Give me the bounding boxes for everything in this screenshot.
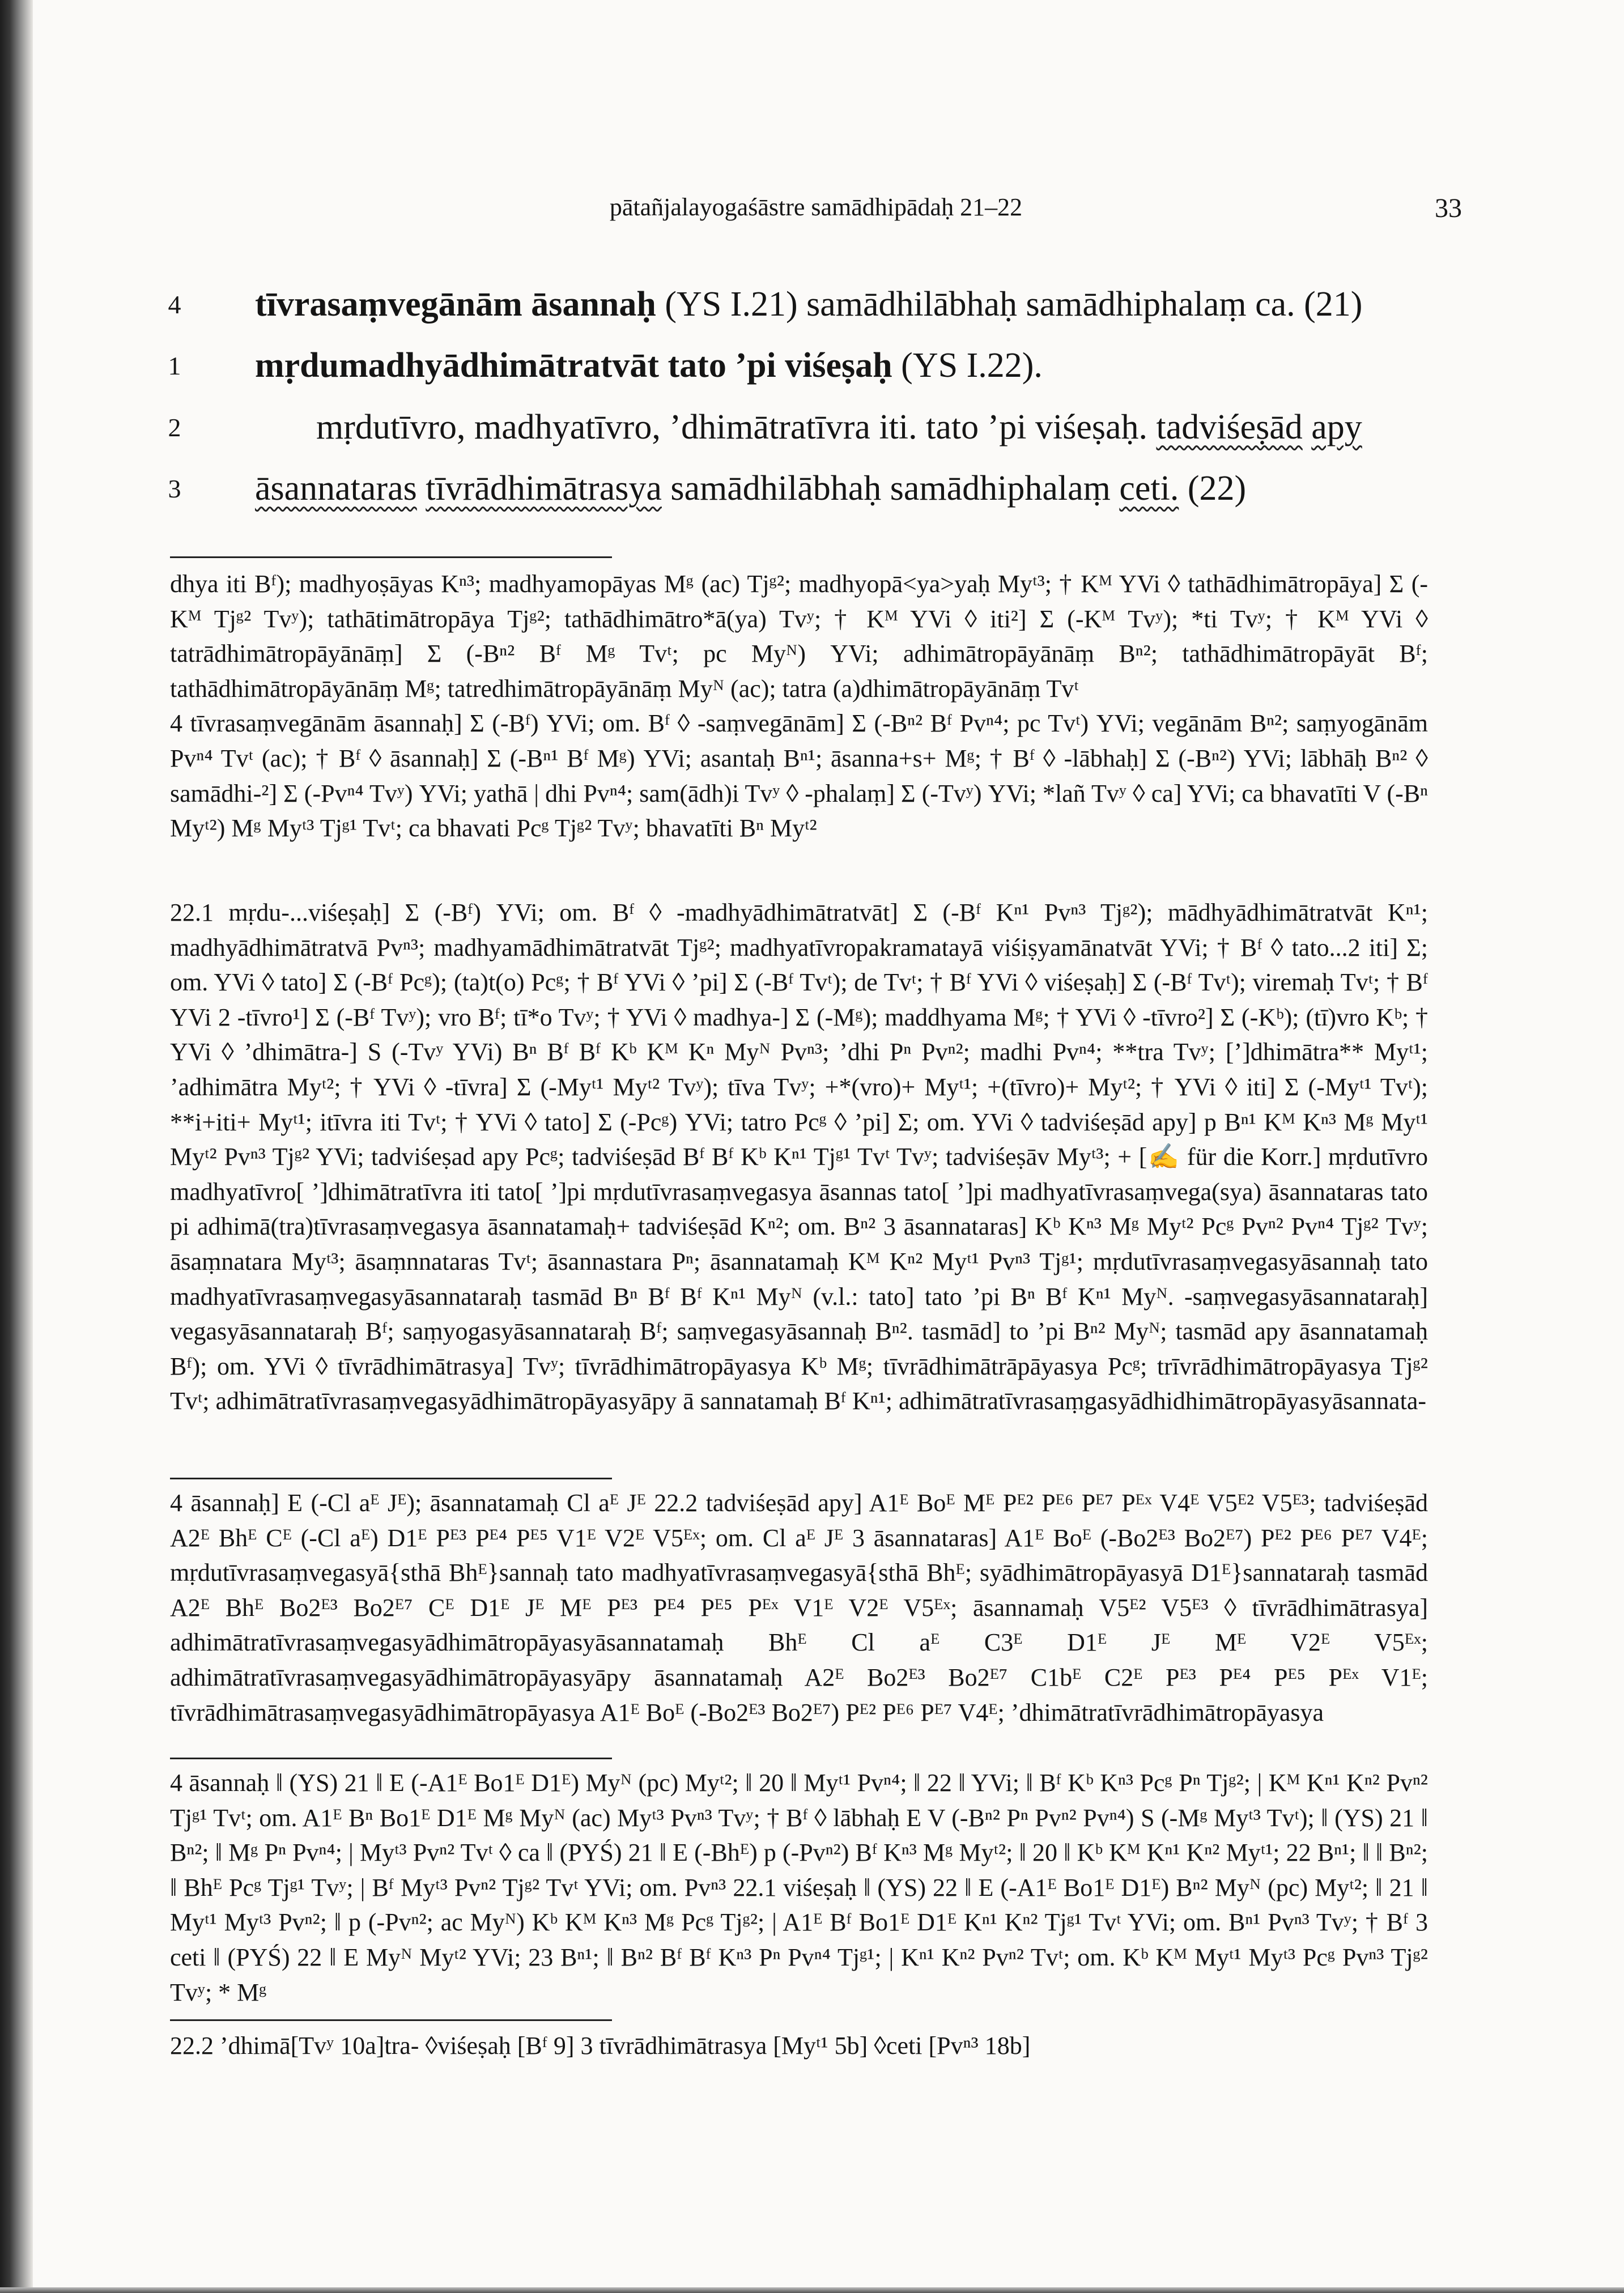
page-number: 33 bbox=[1435, 193, 1462, 223]
apparatus-text: 4 āsannaḥ ‖ (YS) 21 ‖ E (-A1ᴱ Bo1ᴱ D1ᴱ) Myᴺ (pc) Myᵗ²; ‖ 20 ‖ Myᵗ¹ Pvⁿ⁴; ‖ 22 ‖ YVi; ‖ Bᶠ Kᵇ Kⁿ³ Pcᵍ Pⁿ Tjᵍ²; | Kᴹ Kⁿ¹ Kⁿ² Pvⁿ² Tjᵍ¹ Tvᵗ; om. A1ᴱ Bⁿ Bo1ᴱ D1ᴱ Mᵍ Myᴺ (ac) Myᵗ³ Pvⁿ³ Tvʸ; † Bᶠ ◊ lābhaḥ E V (-Bⁿ² Pⁿ Pvⁿ² Pvⁿ⁴) S (-Mᵍ Myᵗ³ Tvᵗ); ‖ (YS) 21 ‖ Bⁿ²; ‖ Mᵍ Pⁿ Pvⁿ⁴; | Myᵗ³ Pvⁿ² Tvᵗ ◊ ca ‖ (PYŚ) 21 ‖ E (-Bhᴱ) p (-Pvⁿ²) Bᶠ Kⁿ³ Mᵍ Myᵗ²; ‖ 20 ‖ Kᵇ Kᴹ Kⁿ¹ Kⁿ² Myᵗ¹; 22 Bⁿ¹; ‖ ‖ Bⁿ²; ‖ Bhᴱ Pcᵍ Tjᵍ¹ Tvʸ; | Bᶠ Myᵗ³ Pvⁿ² Tjᵍ² Tvᵗ YVi; om. Pvⁿ³ 22.1 viśeṣaḥ ‖ (YS) 22 ‖ E (-A1ᴱ Bo1ᴱ D1ᴱ) Bⁿ² Myᴺ (pc) Myᵗ²; ‖ 21 ‖ Myᵗ¹ Myᵗ³ Pvⁿ²; ‖ p (-Pvⁿ²; ac Myᴺ) Kᵇ Kᴹ Kⁿ³ Mᵍ Pcᵍ Tjᵍ²; | A1ᴱ Bᶠ Bo1ᴱ D1ᴱ Kⁿ¹ Kⁿ² Tjᵍ¹ Tvᵗ YVi; om. Bⁿ¹ Pvⁿ³ Tvʸ; † Bᶠ 3 ceti ‖ (PYŚ) 22 ‖ E Myᴺ Myᵗ² YVi; 23 Bⁿ¹; ‖ Bⁿ² Bᶠ Bᶠ Kⁿ³ Pⁿ Pvⁿ⁴ Tjᵍ¹; | Kⁿ¹ Kⁿ² Pvⁿ² Tvᵗ; om. Kᵇ Kᴹ Myᵗ¹ Myᵗ³ Pcᵍ Pvⁿ³ Tjᵍ² Tvʸ; * Mᵍ bbox=[170, 1769, 1428, 2006]
line-number: 4 bbox=[168, 290, 181, 319]
variant-marked-word: tadviśeṣād bbox=[1156, 407, 1303, 446]
main-line: 3 āsannataras tīvrādhimātrasya samādhilābhaḥ samādhiphalaṃ ceti. (22) bbox=[170, 467, 1473, 509]
apparatus-manuscripts-1 bbox=[170, 567, 1428, 846]
apparatus-punctuation bbox=[170, 1766, 1428, 2010]
variant-marked-word: tīvrādhimātrasya bbox=[426, 469, 662, 508]
line-number: 1 bbox=[168, 351, 181, 381]
running-title: pātañjalayogaśāstre samādhipādaḥ 21–22 bbox=[609, 193, 1023, 221]
main-text bbox=[170, 283, 1473, 529]
commentary-text: samādhilābhaḥ samādhiphalaṃ ca. (21) bbox=[797, 285, 1363, 324]
apparatus-text: 4 āsannaḥ] E (-Cl aᴱ Jᴱ); āsannatamaḥ Cl aᴱ Jᴱ 22.2 tadviśeṣād apy] A1ᴱ Boᴱ Mᴱ Pᴱ² Pᴱ⁶ Pᴱ⁷ Pᴱˣ V4ᴱ V5ᴱ² V5ᴱ³; tadviśeṣād A2ᴱ Bhᴱ Cᴱ (-Cl aᴱ) D1ᴱ Pᴱ³ Pᴱ⁴ Pᴱ⁵ V1ᴱ V2ᴱ V5ᴱˣ; om. Cl aᴱ Jᴱ 3 āsannataras] A1ᴱ Boᴱ (-Bo2ᴱ³ Bo2ᴱ⁷) Pᴱ² Pᴱ⁶ Pᴱ⁷ V4ᴱ; mṛdutīvrasaṃvegasyā{sthā Bhᴱ}sannaḥ tato madhyatīvrasaṃvegasyā{sthā Bhᴱ; syādhimātropāyasyā D1ᴱ}sannataraḥ tasmād A2ᴱ Bhᴱ Bo2ᴱ³ Bo2ᴱ⁷ Cᴱ D1ᴱ Jᴱ Mᴱ Pᴱ³ Pᴱ⁴ Pᴱ⁵ Pᴱˣ V1ᴱ V2ᴱ V5ᴱˣ; āsannamaḥ V5ᴱ² V5ᴱ³ ◊ tīvrādhimātrasya] adhimātratīvrasaṃvegasyādhimātropāyasyāsannatamaḥ Bhᴱ Cl aᴱ C3ᴱ D1ᴱ Jᴱ Mᴱ V2ᴱ V5ᴱˣ; adhimātratīvrasaṃvegasyādhimātropāyasyāpy āsannatamaḥ A2ᴱ Bo2ᴱ³ Bo2ᴱ⁷ C1bᴱ C2ᴱ Pᴱ³ Pᴱ⁴ Pᴱ⁵ Pᴱˣ V1ᴱ; tīvrādhimātrasaṃvegasyādhimātropāyasya A1ᴱ Boᴱ (-Bo2ᴱ³ Bo2ᴱ⁷) Pᴱ² Pᴱ⁶ Pᴱ⁷ V4ᴱ; ’dhimātratīvrādhimātropāyasya bbox=[170, 1489, 1428, 1726]
variant-marked-word: apy bbox=[1311, 407, 1362, 446]
book-binding-shadow bbox=[0, 0, 33, 2293]
line-number: 2 bbox=[168, 412, 181, 442]
apparatus-divider bbox=[170, 556, 612, 558]
main-line bbox=[170, 344, 1473, 386]
apparatus-divider bbox=[170, 1478, 612, 1479]
main-line bbox=[170, 406, 1473, 448]
apparatus-text: 22.2 ’dhimā[Tvʸ 10a]tra- ◊viśeṣaḥ [Bᶠ 9] 3 tīvrādhimātrasya [Myᵗ¹ 5b] ◊ceti [Pvⁿ³ 18b] bbox=[170, 2032, 1031, 2060]
apparatus-text: dhya iti Bᶠ); madhyoṣāyas Kⁿ³; madhyamopāyas Mᵍ (ac) Tjᵍ²; madhyopā<ya>yaḥ Myᵗ³; † Kᴹ YVi ◊ tathādhimātropāya] Σ (-Kᴹ Tjᵍ² Tvʸ); tathātimātropāya Tjᵍ²; tathādhimātro*ā(ya) Tvʸ; † Kᴹ YVi ◊ iti²] Σ (-Kᴹ Tvʸ); *ti Tvʸ; † Kᴹ YVi ◊ tatrādhimātropāyānāṃ] Σ (-Bⁿ² Bᶠ Mᵍ Tvᵗ; pc Myᴺ) YVi; adhimātropāyānāṃ Bⁿ²; tathādhimātropāyāt Bᶠ; tathādhimātropāyānāṃ Mᵍ; tatredhimātropāyānāṃ Myᴺ (ac); tatra (a)dhimātropāyānāṃ Tvᵗ 4 tīvrasaṃvegānām āsannaḥ] Σ (-Bᶠ) YVi; om. Bᶠ ◊ -saṃvegānām] Σ (-Bⁿ² Bᶠ Pvⁿ⁴; pc Tvᵗ) YVi; vegānām Bⁿ²; saṃyogānām Pvⁿ⁴ Tvᵗ (ac); † Bᶠ ◊ āsannaḥ] Σ (-Bⁿ¹ Bᶠ Mᵍ) YVi; asantaḥ Bⁿ¹; āsanna+s+ Mᵍ; † Bᶠ ◊ -lābhaḥ] Σ (-Bⁿ²) YVi; lābhāḥ Bⁿ² ◊ samādhi-²] Σ (-Pvⁿ⁴ Tvʸ) YVi; yathā | dhi Pvⁿ⁴; sam(ādh)i Tvʸ ◊ -phalaṃ] Σ (-Tvʸ) YVi; *lañ Tvʸ ◊ ca] YVi; ca bhavatīti V (-Bⁿ Myᵗ²) Mᵍ Myᵗ³ Tjᵍ¹ Tvᵗ; ca bhavati Pcᵍ Tjᵍ² Tvʸ; bhavatīti Bⁿ Myᵗ² bbox=[170, 570, 1428, 843]
apparatus-divider bbox=[170, 2019, 612, 2021]
commentary-text: samādhilābhaḥ samādhiphalaṃ bbox=[661, 469, 1120, 508]
main-line bbox=[170, 283, 1473, 325]
sutra-text: mṛdumadhyādhimātratvāt tato ’pi viśeṣaḥ bbox=[255, 346, 892, 385]
apparatus-divider bbox=[170, 1758, 612, 1759]
apparatus-text: 22.1 mṛdu-...viśeṣaḥ] Σ (-Bᶠ) YVi; om. Bᶠ ◊ -madhyādhimātratvāt] Σ (-Bᶠ Kⁿ¹ Pvⁿ³ Tjᵍ²); mādhyādhimātratvāt Kⁿ¹; madhyādhimātratvā Pvⁿ³; madhyamādhimātratvāt Tjᵍ²; madhyatīvropakramatayā viśiṣyamānatvāt YVi; † Bᶠ ◊ tato...2 iti] Σ; om. YVi ◊ tato] Σ (-Bᶠ Pcᵍ); (ta)t(o) Pcᵍ; † Bᶠ YVi ◊ ’pi] Σ (-Bᶠ Tvᵗ); de Tvᵗ; † Bᶠ YVi ◊ viśeṣaḥ] Σ (-Bᶠ Tvᵗ); viremaḥ Tvᵗ; † Bᶠ YVi 2 -tīvro¹] Σ (-Bᶠ Tvʸ); vro Bᶠ; tī*o Tvʸ; † YVi ◊ madhya-] Σ (-Mᵍ); maddhyama Mᵍ; † YVi ◊ -tīvro²] Σ (-Kᵇ); (tī)vro Kᵇ; † YVi ◊ ’dhimātra-] S (-Tvʸ YVi) Bⁿ Bᶠ Bᶠ Kᵇ Kᴹ Kⁿ Myᴺ Pvⁿ³; ’dhi Pⁿ Pvⁿ²; madhi Pvⁿ⁴; **tra Tvʸ; [’]dhimātra** Myᵗ¹; ’adhimātra Myᵗ²; † YVi ◊ -tīvra] Σ (-Myᵗ¹ Myᵗ² Tvʸ); tīva Tvʸ; +*(vro)+ Myᵗ¹; +(tīvro)+ Myᵗ²; † YVi ◊ iti] Σ (-Myᵗ¹ Tvᵗ); **i+iti+ Myᵗ¹; itīvra iti Tvᵗ; † YVi ◊ tato] Σ (-Pcᵍ) YVi; tatro Pcᵍ ◊ ’pi] Σ; om. YVi ◊ tadviśeṣād apy] p Bⁿ¹ Kᴹ Kⁿ³ Mᵍ Myᵗ¹ Myᵗ² Pvⁿ³ Tjᵍ² YVi; tadviśeṣad apy Pcᵍ; tadviśeṣād Bᶠ Bᶠ Kᵇ Kⁿ¹ Tjᵍ¹ Tvᵗ Tvʸ; tadviśeṣāv Myᵗ³; + [✍ für die Korr.] mṛdutīvro madhyatīvro[ ’]dhimātratīvra iti tato[ ’]pi mṛdutīvrasaṃvegasya āsannas tato[ ’]pi madhyatīvrasaṃvega(sya) āsannataras tato pi adhimā(tra)tīvrasaṃvegasya āsannatamaḥ+ tadviśeṣād Kⁿ²; om. Bⁿ² 3 āsannataras] Kᵇ Kⁿ³ Mᵍ Myᵗ² Pcᵍ Pvⁿ² Pvⁿ⁴ Tjᵍ² Tvʸ; āsaṃnatara Myᵗ³; āsaṃnnataras Tvᵗ; āsannastara Pⁿ; āsannatamaḥ Kᴹ Kⁿ² Myᵗ¹ Pvⁿ³ Tjᵍ¹; mṛdutīvrasaṃvegasyāsannaḥ tato madhyatīvrasaṃvegasyāsannataraḥ tasmād Bⁿ Bᶠ Bᶠ Kⁿ¹ Myᴺ (v.l.: tato] tato ’pi Bⁿ Bᶠ Kⁿ¹ Myᴺ. -saṃvegasyāsannataraḥ] vegasyāsannataraḥ Bᶠ; saṃyogasyāsannataraḥ Bᶠ; saṃvegasyāsannaḥ Bⁿ². tasmād] to ’pi Bⁿ² Myᴺ; tasmād apy āsannatamaḥ Bᶠ); om. YVi ◊ tīvrādhimātrasya] Tvʸ; tīvrādhimātropāyasya Kᵇ Mᵍ; tīvrādhimātrāpāyasya Pcᵍ; trīvrādhimātropāyasya Tjᵍ² Tvᵗ; adhimātratīvrasaṃvegasyādhimātropāyasyāpy ā sannatamaḥ Bᶠ Kⁿ¹; adhimātratīvrasaṃgasyādhidhimātropāyasyāsannata- bbox=[170, 899, 1428, 1415]
line-number: 3 bbox=[168, 474, 181, 504]
sutra-text: tīvrasaṃvegānām āsannaḥ bbox=[255, 285, 656, 324]
sutra-reference: (YS I.22). bbox=[901, 346, 1043, 385]
page-bottom-edge bbox=[0, 2287, 1624, 2293]
apparatus-manuscripts-2 bbox=[170, 895, 1428, 1419]
apparatus-folio-changes bbox=[170, 2028, 1428, 2064]
commentary-text: mṛdutīvro, madhyatīvro, ’dhimātratīvra iti. tato ’pi viśeṣaḥ. bbox=[316, 407, 1157, 446]
variant-marked-word: āsannataras bbox=[255, 469, 417, 508]
apparatus-editions bbox=[170, 1486, 1428, 1730]
sutra-reference: (YS I.21) bbox=[665, 285, 798, 324]
variant-marked-word: ceti. bbox=[1119, 469, 1179, 508]
